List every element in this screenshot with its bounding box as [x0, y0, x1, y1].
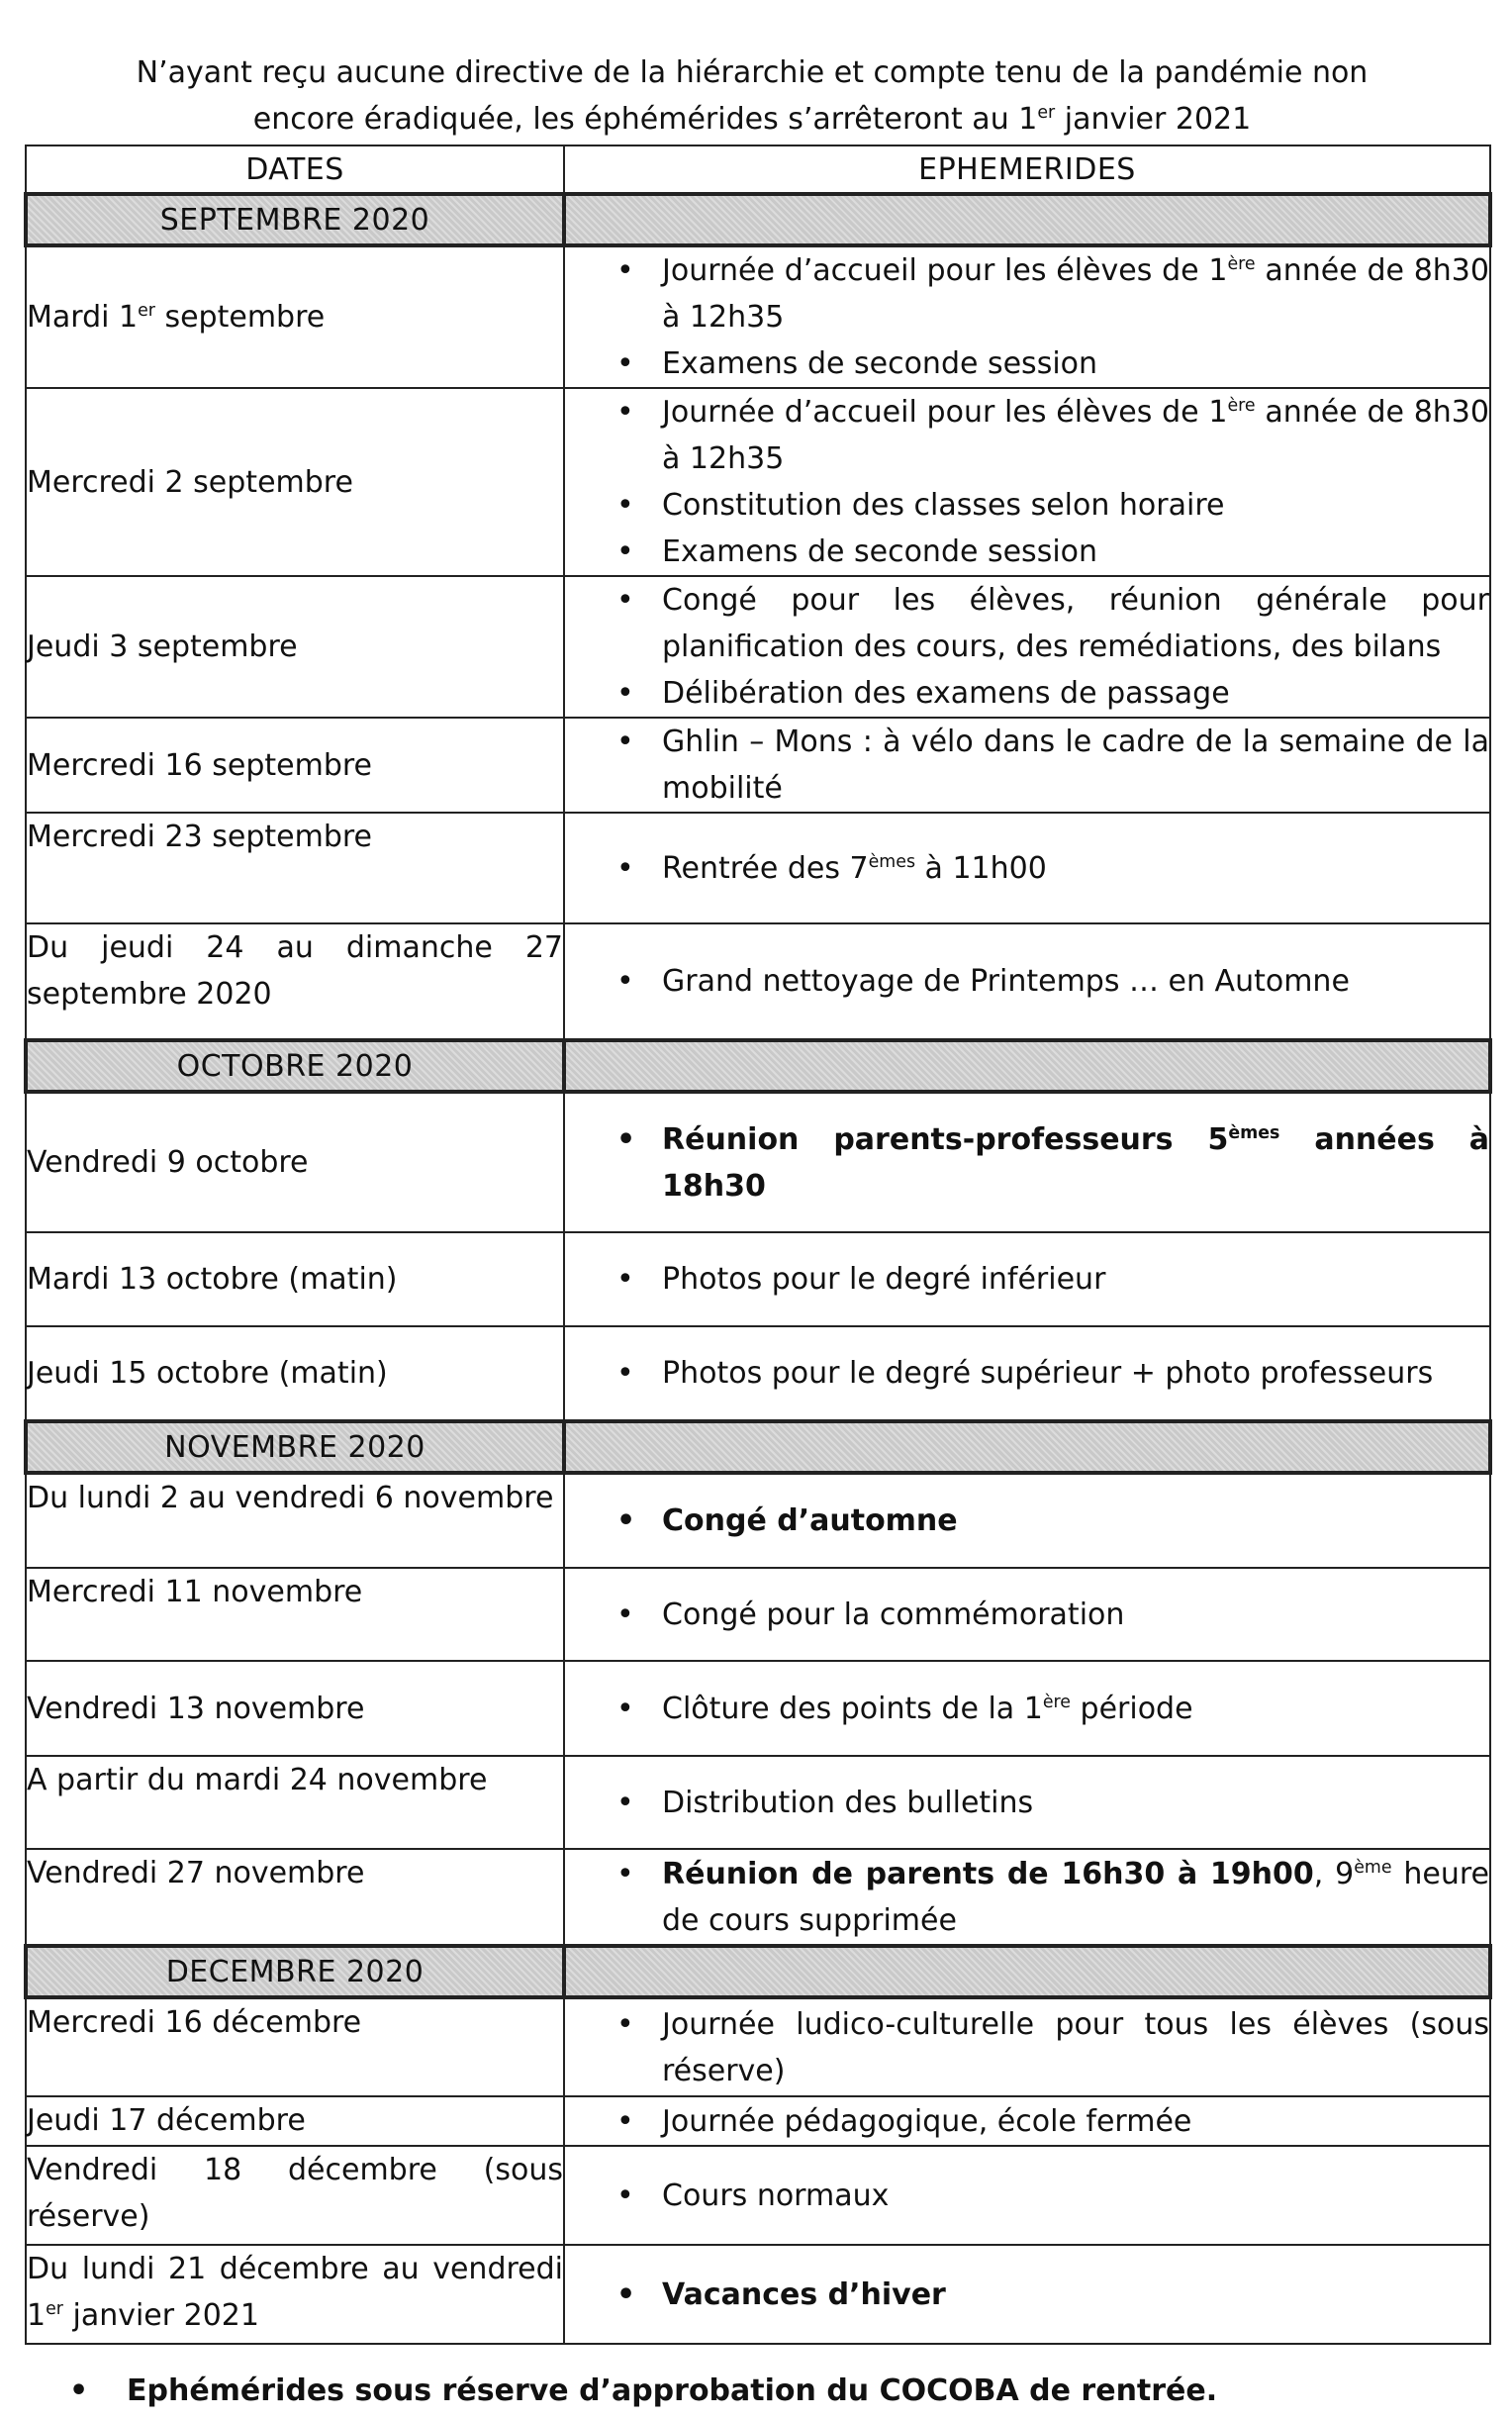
- date-cell: Vendredi 27 novembre: [26, 1849, 564, 1946]
- date-text: janvier 2021: [62, 2298, 259, 2333]
- event-item: • Distribution des bulletins: [565, 1780, 1489, 1826]
- date-cell: Mercredi 11 novembre: [26, 1568, 564, 1661]
- date-cell: Mercredi 23 septembre: [26, 813, 564, 923]
- event-cell: [564, 1997, 1490, 2096]
- footnote-bullet: •: [69, 2373, 89, 2408]
- table-row: [26, 1756, 1490, 1849]
- event-cell: [564, 1326, 1490, 1421]
- event-item: • Congé d’automne: [565, 1498, 1489, 1544]
- event-text: , 9: [1313, 1856, 1355, 1891]
- table-row: [26, 813, 1490, 923]
- month-label: OCTOBRE 2020: [26, 1040, 564, 1092]
- intro-notice: [59, 49, 1445, 143]
- event-cell: [564, 1473, 1490, 1568]
- month-row-november: [26, 1421, 1490, 1473]
- month-row-october: [26, 1040, 1490, 1092]
- event-text: période: [1070, 1691, 1193, 1726]
- event-cell: [564, 1849, 1490, 1946]
- event-sup: ère: [1042, 1692, 1071, 1712]
- date-cell: [26, 2245, 564, 2344]
- event-cell: [564, 245, 1490, 388]
- event-cell: [564, 2146, 1490, 2245]
- date-cell: Mercredi 16 décembre: [26, 1997, 564, 2096]
- event-sup: ère: [1227, 396, 1256, 416]
- event-item: • Journée pédagogique, école fermée: [565, 2098, 1489, 2145]
- header-ephemerides: EPHEMERIDES: [564, 145, 1490, 194]
- event-item: • Congé pour la commémoration: [565, 1592, 1489, 1638]
- event-item: • Examens de seconde session: [565, 340, 1489, 387]
- date-cell: A partir du mardi 24 novembre: [26, 1756, 564, 1849]
- event-cell: [564, 2245, 1490, 2344]
- table-row: [26, 2245, 1490, 2344]
- intro-line-2-text: encore éradiquée, les éphémérides s’arrêteront au 1: [252, 102, 1038, 137]
- event-cell: [564, 813, 1490, 923]
- month-row-september: [26, 194, 1490, 245]
- event-sup: èmes: [868, 851, 916, 872]
- date-cell: Du jeudi 24 au dimanche 27 septembre 2020: [26, 923, 564, 1040]
- intro-line-2-sup: er: [1037, 103, 1056, 123]
- table-row: [26, 1473, 1490, 1568]
- table-row: [26, 388, 1490, 576]
- event-item: [565, 845, 1489, 892]
- intro-line-2-end: janvier 2021: [1055, 102, 1252, 137]
- date-cell: Mardi 13 octobre (matin): [26, 1232, 564, 1326]
- date-sup: er: [46, 2299, 63, 2319]
- event-cell: [564, 1756, 1490, 1849]
- date-text: Mardi 1: [27, 300, 139, 335]
- event-cell: [564, 718, 1490, 813]
- intro-line-2: [59, 96, 1445, 143]
- date-cell: Mercredi 2 septembre: [26, 388, 564, 576]
- date-sup: er: [138, 301, 155, 321]
- table-row: [26, 1232, 1490, 1326]
- header-dates: DATES: [26, 145, 564, 194]
- table-row: [26, 718, 1490, 813]
- event-item: [565, 1686, 1489, 1732]
- event-text: année de 8h30 à 12h35: [662, 253, 1489, 335]
- date-cell: Vendredi 18 décembre (sous réserve): [26, 2146, 564, 2245]
- event-text: Journée d’accueil pour les élèves de 1: [662, 395, 1228, 430]
- event-text: années à 18h30: [662, 1121, 1489, 1204]
- month-filler: [564, 194, 1490, 245]
- event-item: [565, 247, 1489, 340]
- event-text: Clôture des points de la 1: [662, 1691, 1043, 1726]
- event-item: • Examens de seconde session: [565, 529, 1489, 575]
- event-cell: [564, 2096, 1490, 2146]
- month-label: DECEMBRE 2020: [26, 1946, 564, 1997]
- event-sup: ère: [1227, 254, 1256, 274]
- intro-line-1: N’ayant reçu aucune directive de la hiérarchie et compte tenu de la pandémie non: [136, 55, 1369, 90]
- table-row: [26, 2096, 1490, 2146]
- event-cell: [564, 1092, 1490, 1232]
- date-cell: Vendredi 13 novembre: [26, 1661, 564, 1756]
- event-text: année de 8h30 à 12h35: [662, 395, 1489, 476]
- event-item: • Grand nettoyage de Printemps … en Automne: [565, 958, 1489, 1005]
- footnote-text: Ephémérides sous réserve d’approbation du COCOBA de rentrée.: [127, 2373, 1218, 2408]
- table-row: [26, 576, 1490, 718]
- date-text: Du lundi 21 décembre au vendredi 1: [27, 2252, 563, 2333]
- table-row: [26, 2146, 1490, 2245]
- footnote: [69, 2371, 1356, 2412]
- event-item: • Photos pour le degré inférieur: [565, 1256, 1489, 1303]
- date-cell: [26, 245, 564, 388]
- table-row: [26, 1661, 1490, 1756]
- table-row: [26, 1568, 1490, 1661]
- event-item: [565, 1116, 1489, 1210]
- month-label: SEPTEMBRE 2020: [26, 194, 564, 245]
- event-text: à 11h00: [915, 850, 1047, 886]
- event-text: heure de cours supprimée: [662, 1856, 1489, 1938]
- event-sup: èmes: [1228, 1122, 1280, 1143]
- event-text: Journée d’accueil pour les élèves de 1: [662, 253, 1228, 288]
- table-row: [26, 923, 1490, 1040]
- month-label: NOVEMBRE 2020: [26, 1421, 564, 1473]
- month-filler: [564, 1421, 1490, 1473]
- table-row: [26, 1092, 1490, 1232]
- event-sup: ème: [1354, 1857, 1392, 1878]
- month-filler: [564, 1040, 1490, 1092]
- event-item: • Ghlin – Mons : à vélo dans le cadre de la semaine de la mobilité: [565, 719, 1489, 812]
- event-cell: [564, 1232, 1490, 1326]
- event-text: Rentrée des 7: [662, 850, 869, 886]
- event-cell: [564, 1661, 1490, 1756]
- event-item: • Vacances d’hiver: [565, 2272, 1489, 2318]
- date-cell: Jeudi 3 septembre: [26, 576, 564, 718]
- event-item: • Constitution des classes selon horaire: [565, 482, 1489, 529]
- table-row: [26, 245, 1490, 388]
- month-filler: [564, 1946, 1490, 1997]
- date-cell: Vendredi 9 octobre: [26, 1092, 564, 1232]
- table-row: [26, 1326, 1490, 1421]
- date-cell: Jeudi 17 décembre: [26, 2096, 564, 2146]
- event-text: Réunion parents-professeurs 5: [662, 1121, 1229, 1157]
- event-cell: [564, 576, 1490, 718]
- month-row-december: [26, 1946, 1490, 1997]
- event-item: • Congé pour les élèves, réunion générale pour planification des cours, des remédiations, des bilans: [565, 577, 1489, 670]
- ephemerides-table: [24, 145, 1492, 2345]
- table-row: [26, 1849, 1490, 1946]
- event-item: • Journée ludico-culturelle pour tous les élèves (sous réserve): [565, 2001, 1489, 2094]
- date-cell: Mercredi 16 septembre: [26, 718, 564, 813]
- event-item: • Photos pour le degré supérieur + photo professeurs: [565, 1350, 1489, 1397]
- event-item: • Délibération des examens de passage: [565, 670, 1489, 717]
- table-row: [26, 1997, 1490, 2096]
- event-cell: [564, 1568, 1490, 1661]
- event-cell: [564, 923, 1490, 1040]
- event-text-bold: Réunion de parents de 16h30 à 19h00: [662, 1856, 1314, 1891]
- date-cell: Jeudi 15 octobre (matin): [26, 1326, 564, 1421]
- event-item: [565, 1851, 1489, 1944]
- event-item: [565, 389, 1489, 482]
- table-header-row: [26, 145, 1490, 194]
- date-cell: Du lundi 2 au vendredi 6 novembre: [26, 1473, 564, 1568]
- date-text: septembre: [154, 300, 326, 335]
- event-cell: [564, 388, 1490, 576]
- event-item: • Cours normaux: [565, 2173, 1489, 2219]
